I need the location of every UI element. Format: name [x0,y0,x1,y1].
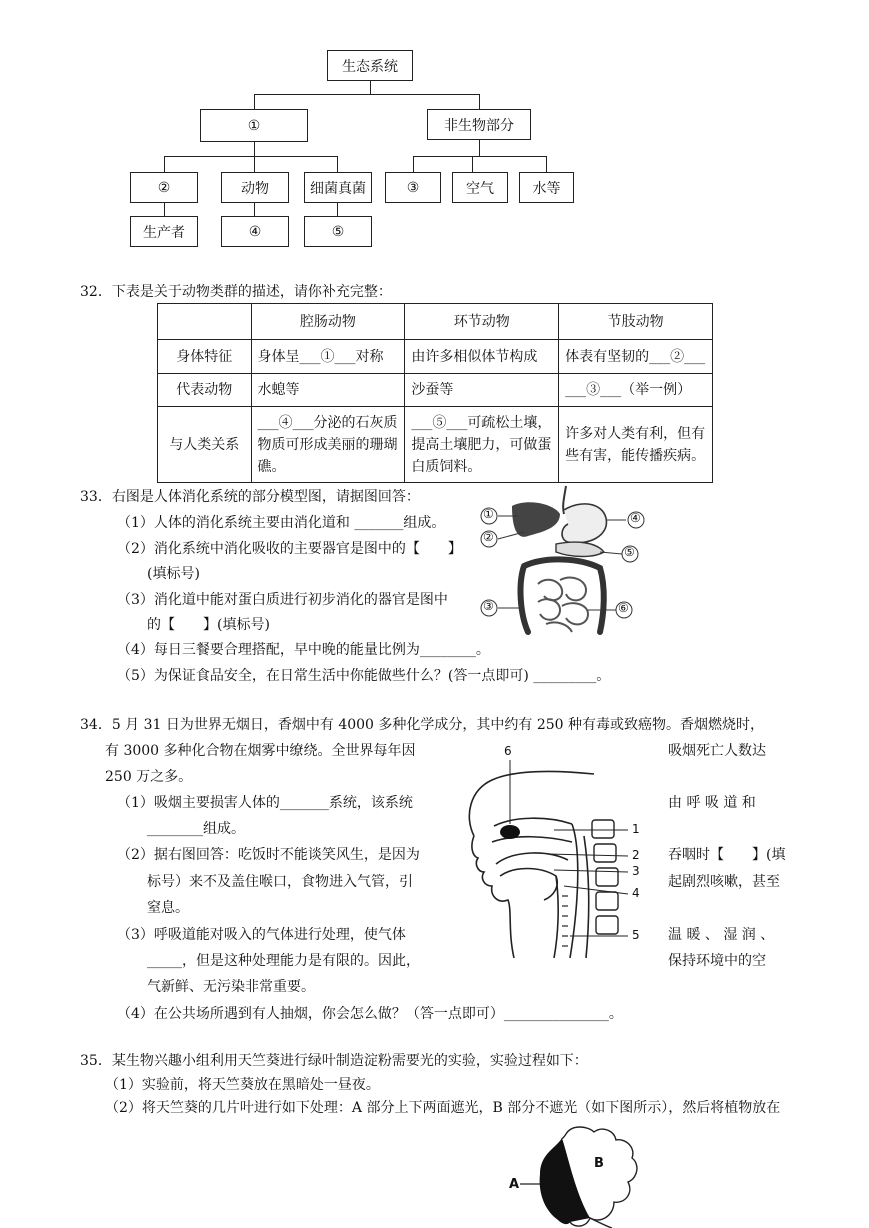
resp-label-3: 3 [632,864,640,878]
tree-abiotic: 非生物部分 [427,109,531,140]
digestive-label-3: ③ [483,599,494,613]
tree-node-producer: 生产者 [130,216,198,247]
q34-item-3r: 温 暖 、 湿 润 、 [668,927,775,943]
table-header-cell [158,304,252,340]
table-row [158,340,713,374]
digestive-label-6: ⑥ [618,601,629,615]
q34-item-3: （3）呼吸道能对吸入的气体进行处理，使气体 [117,927,406,943]
table-row [158,374,713,407]
table-cell: 体表有坚韧的___②___ [559,340,713,374]
tree-node-fungi: 细菌真菌 [304,172,372,203]
digestive-label-2: ② [483,530,494,544]
respiratory-head-figure [444,746,654,960]
q35-item-1: （1）实验前，将天竺葵放在黑暗处一昼夜。 [105,1077,380,1093]
leaf-label-b: B [594,1156,604,1171]
q34-item-4: （4）在公共场所遇到有人抽烟，你会怎么做？（答一点即可）_______________。 [117,1006,623,1022]
q35-item-2: （2）将天竺葵的几片叶进行如下处理：A 部分上下两面遮光，B 部分不遮光（如下图所示），然后将植物放在 [105,1100,781,1116]
q34-item-3b: _____，但是这种处理能力是有限的。因此， [147,953,420,969]
table-cell: 水螅等 [251,374,405,407]
tree-node-2: ② [130,172,198,203]
q33-stem: 33．右图是人体消化系统的部分模型图，请据图回答： [80,489,420,505]
q35-stem: 35．某生物兴趣小组利用天竺葵进行绿叶制造淀粉需要光的实验，实验过程如下： [80,1053,588,1069]
table-cell: 由许多相似体节构成 [405,340,559,374]
resp-label-6: 6 [504,744,512,758]
digestive-label-5: ⑤ [624,545,635,559]
table-cell: ___④___分泌的石灰质物质可形成美丽的珊瑚礁。 [251,407,405,483]
q34-item-2: （2）据右图回答：吃饭时不能谈笑风生，是因为 [117,847,420,863]
table-cell: 许多对人类有利，但有些有害，能传播疾病。 [559,407,713,483]
q34-item-1b: ________组成。 [147,821,245,837]
q32-stem: 32．下表是关于动物类群的描述，请你补充完整： [80,284,392,300]
q34-item-2c: 窒息。 [147,900,189,916]
tree-node-5: ⑤ [304,216,372,247]
q34-item-3c: 气新鲜、无污染非常重要。 [147,979,315,995]
leaf-label-a: A [509,1177,520,1192]
table-header-cell: 腔肠动物 [251,304,405,340]
animal-table [157,303,713,483]
q33-item-5: （5）为保证食品安全，在日常生活中你能做些什么？(答一点即可) _________。 [117,668,611,684]
tree-biotic: ① [200,109,308,142]
q34-item-1: （1）吸烟主要损害人体的_______系统，该系统 [117,795,413,811]
table-cell: 身体呈___①___对称 [251,340,405,374]
table-row [158,407,713,483]
q34-item-2r: 吞咽时【 】(填 [668,847,786,863]
q34-item-2br: 起剧烈咳嗽，甚至 [668,874,780,890]
table-cell: 沙蚕等 [405,374,559,407]
tree-node-4: ④ [221,216,289,247]
q34-item-1r: 由 呼 吸 道 和 [668,795,756,811]
table-cell: 代表动物 [158,374,252,407]
q33-item-2: （2）消化系统中消化吸收的主要器官是图中的【 】 [117,541,462,557]
q34-line-1: 34．5 月 31 日为世界无烟日，香烟中有 4000 多种化学成分，其中约有 250 种有毒或致癌物。香烟燃烧时， [80,717,765,733]
tree-node-3: ③ [385,172,441,203]
resp-label-4: 4 [632,886,640,900]
table-cell: ___⑤___可疏松土壤，提高土壤肥力，可做蛋白质饲料。 [405,407,559,483]
q34-item-2b: 标号）来不及盖住喉口，食物进入气管，引 [147,874,413,890]
resp-label-5: 5 [632,928,640,942]
q33-item-2b: (填标号) [147,566,200,582]
tree-node-water: 水等 [519,172,574,203]
table-cell: ___③___（举一例） [559,374,713,407]
digestive-label-1: ① [483,507,494,521]
q33-item-3b: 的【 】(填标号) [147,617,270,633]
q33-item-3: （3）消化道中能对蛋白质进行初步消化的器官是图中 [117,592,448,608]
q34-line-2: 有 3000 多种化合物在烟雾中缭绕。全世界每年因 [105,743,416,759]
digestive-system-figure [476,484,656,646]
table-cell: 身体特征 [158,340,252,374]
tree-root: 生态系统 [327,50,413,81]
q34-item-3br: 保持环境中的空 [668,953,766,969]
tree-node-air: 空气 [452,172,508,203]
digestive-label-4: ④ [630,511,641,525]
q33-item-4: （4）每日三餐要合理搭配，早中晚的能量比例为________。 [117,642,490,658]
q33-item-1: （1）人体的消化系统主要由消化道和 _______组成。 [117,515,446,531]
tree-node-animal: 动物 [221,172,289,203]
table-header-cell: 环节动物 [405,304,559,340]
q34-line-3: 250 万之多。 [105,769,193,785]
table-header-cell: 节肢动物 [559,304,713,340]
table-cell: 与人类关系 [158,407,252,483]
resp-label-2: 2 [632,848,640,862]
q34-line-2r: 吸烟死亡人数达 [668,743,766,759]
leaf-figure [506,1124,646,1228]
resp-label-1: 1 [632,822,640,836]
